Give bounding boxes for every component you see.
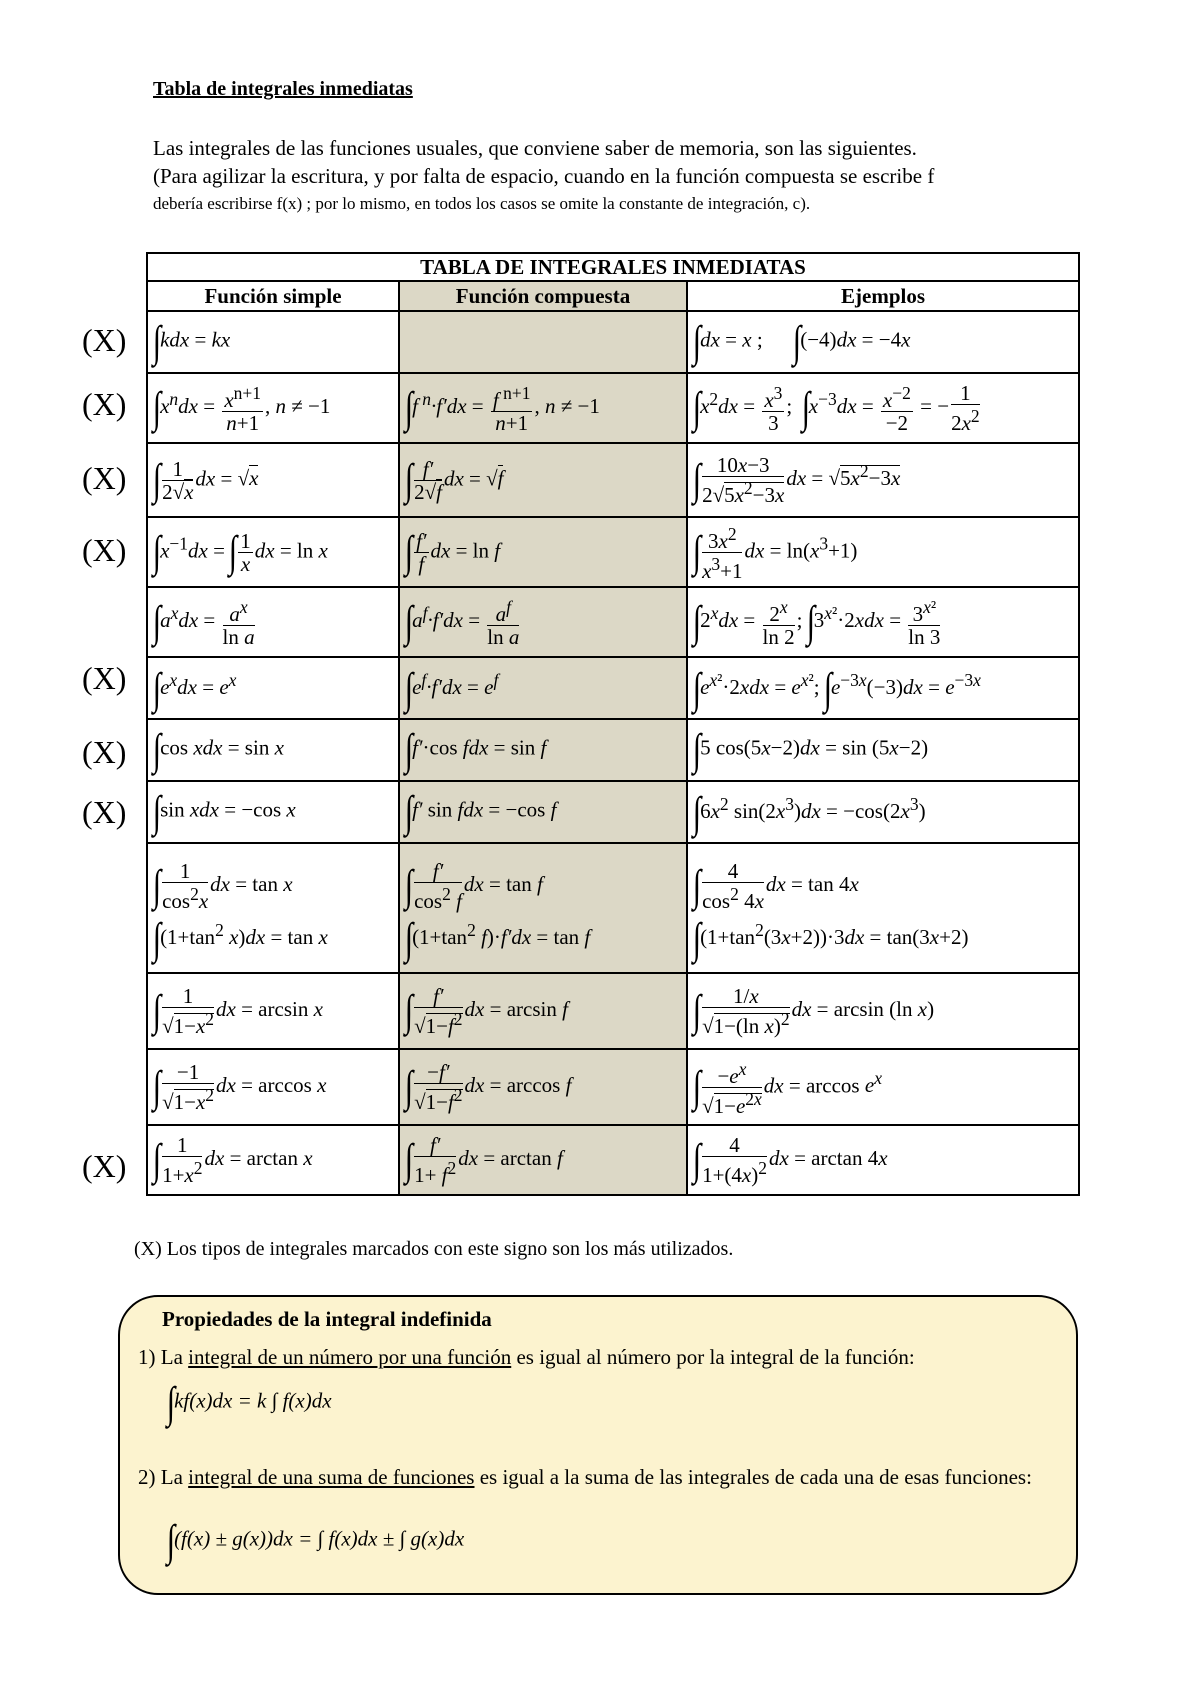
table-row	[147, 373, 1079, 443]
table-row	[147, 657, 1079, 719]
formula-cell: ∫ $\frac{f'}{2√f}$ dx = √f	[399, 443, 687, 517]
formula-cell: ∫f′ sin fdx = −cos f	[399, 781, 687, 843]
intro-line-3: debería escribirse f(x) ; por lo mismo, en todos los casos se omite la constante de integración, c).	[153, 194, 811, 213]
marker-row-4: (X)	[82, 532, 127, 568]
example-cell: ∫ $\frac{1/x}{√1-(\ln x)^2}$ dx = arcsin (ln x)	[687, 973, 1079, 1049]
header-simple: Función simple	[147, 281, 399, 311]
marker-row-3: (X)	[82, 460, 127, 496]
formula-cell	[399, 311, 687, 373]
formula-cell: ∫ $\frac{1}{\cos^2x}$ dx = tan x $\int(1+\tan^2$ x)dx = tan x	[147, 843, 399, 973]
marker-row-12: (X)	[82, 1148, 127, 1184]
marker-row-7: (X)	[82, 734, 127, 770]
formula-cell: $\int x^ndx$ = $\frac{x^{n+1}}{n+1}$ , n ≠ −1	[147, 373, 399, 443]
table-caption: TABLA DE INTEGRALES INMEDIATAS	[147, 253, 1079, 281]
property-1-underlined: integral de un número por una función	[188, 1345, 512, 1369]
property-2-prefix: 2) La	[138, 1465, 189, 1489]
formula-cell: ∫f $^n$·f′dx = $\frac{f ^{n+1}}{n+1}$ , n ≠ −1	[399, 373, 687, 443]
formula-cell: $\int a^xdx$ = $\frac{a^x}{\text{ln a}}$	[147, 587, 399, 657]
marker-row-2: (X)	[82, 386, 127, 422]
formula-cell: $\int a^f\cdot f'dx$ = $\frac{a^f}{\text{ln a}}$	[399, 587, 687, 657]
formula-cell: $\int x^{-1}dx$ = ∫ $\frac{1}{x}$ dx = ln x	[147, 517, 399, 587]
property-2-formula-text: (f(x) ± g(x))dx = ∫ f(x)dx ± ∫ g(x)dx	[174, 1526, 465, 1551]
example-cell: $\int x^2dx$ = $\frac{x^3}{3}$ ; $\int x^{-3}dx$ = $\frac{x^{-2}}{-2}$ = − $\frac{1}{2x^2}$	[687, 373, 1079, 443]
intro-line-1: Las integrales de las funciones usuales, que conviene saber de memoria, son las siguientes.	[153, 136, 917, 160]
table-row	[147, 843, 1079, 973]
property-2-formula: ∫(f(x) ± g(x))dx = ∫ f(x)dx ± ∫ g(x)dx	[166, 1516, 465, 1565]
example-cell: ∫ $\frac{3x^2}{x^3+1}$ dx = $\ln(x^3+1)$	[687, 517, 1079, 587]
example-cell: $\int 6x^2$ $\sin(2x^3)dx = -\cos(2x^3)$	[687, 781, 1079, 843]
property-2-suffix: es igual a la suma de las integrales de cada una de esas funciones:	[474, 1465, 1032, 1489]
marker-note: (X) Los tipos de integrales marcados con este signo son los más utilizados.	[134, 1238, 734, 1260]
formula-cell: ∫ $\frac{-f'}{√1-f^2}$ dx = arccos f	[399, 1049, 687, 1125]
formula-cell: ∫ $\frac{1}{1+x^2}$ dx = arctan x	[147, 1125, 399, 1195]
marker-row-8: (X)	[82, 794, 127, 830]
integrals-table	[146, 252, 1080, 1196]
formula-cell: $\int e^xdx = e^x$	[147, 657, 399, 719]
table-row	[147, 719, 1079, 781]
header-compound: Función compuesta	[399, 281, 687, 311]
example-cell: ∫dx = x ; ∫(−4)dx = −4x	[687, 311, 1079, 373]
property-2	[138, 1463, 1058, 1491]
formula-cell: ∫ $\frac{f'}{√1-f^2}$ dx = arcsin f	[399, 973, 687, 1049]
formula-cell: $\int e^f\cdot f'dx = e^f$	[399, 657, 687, 719]
intro-paragraph	[153, 134, 1073, 218]
marker-row-6: (X)	[82, 660, 127, 696]
formula-cell: ∫ $\frac{f'}{\cos^2 f}$ dx = tan f $\int(1+\tan^2$ f)·f′dx = tan f	[399, 843, 687, 973]
marker-row-1: (X)	[82, 322, 127, 358]
properties-box	[118, 1295, 1078, 1595]
example-cell: ∫ $\frac{4}{1+(4x)^2}$ dx = arctan 4x	[687, 1125, 1079, 1195]
example-cell: ∫ $\frac{-e^x}{√1-e^{2x}}$ dx = $\arccos e^x$	[687, 1049, 1079, 1125]
property-1-formula-text: kf(x)dx = k ∫ f(x)dx	[174, 1388, 332, 1413]
formula-cell: ∫cos xdx = sin x	[147, 719, 399, 781]
header-examples: Ejemplos	[687, 281, 1079, 311]
example-cell: $\int 2^xdx$ = $\frac{2^x}{\ln 2}$ ; $\int 3^{x^2}\cdot 2xdx$ = $\frac{3^{x^2}}{\ln 3}$	[687, 587, 1079, 657]
table-row	[147, 443, 1079, 517]
property-1-formula: ∫kf(x)dx = k ∫ f(x)dx	[166, 1378, 332, 1427]
properties-title: Propiedades de la integral indefinida	[162, 1307, 492, 1331]
formula-cell: ∫f′·cos fdx = sin f	[399, 719, 687, 781]
property-2-underlined: integral de una suma de funciones	[188, 1465, 475, 1489]
example-cell: ∫ $\frac{10x-3}{2√5x^2-3x}$ dx = $√5x^2-3x$	[687, 443, 1079, 517]
intro-line-2: (Para agilizar la escritura, y por falta de espacio, cuando en la función compuesta se escribe f	[153, 164, 935, 188]
property-1-suffix: es igual al número por la integral de la función:	[511, 1345, 915, 1369]
example-cell: $\int e^{x^2}\cdot 2xdx = e^{x^2}$; $\int e^{-3x}(-3)dx = e^{-3x}$	[687, 657, 1079, 719]
formula-cell: ∫ $\frac{1}{√1-x^2}$ dx = arcsin x	[147, 973, 399, 1049]
example-cell: ∫5 cos(5x−2)dx = sin (5x−2)	[687, 719, 1079, 781]
page-title: Tabla de integrales inmediatas	[153, 78, 413, 100]
formula-cell: ∫kdx = kx	[147, 311, 399, 373]
example-cell: ∫ $\frac{4}{\cos^2 4x}$ dx = tan 4x $\int(1+\tan^2(3x+2))\cdot 3dx = \tan(3x+2)$	[687, 843, 1079, 973]
table-row	[147, 517, 1079, 587]
table-row	[147, 587, 1079, 657]
formula-cell: ∫ $\frac{f'}{1+ f^2}$ dx = arctan f	[399, 1125, 687, 1195]
formula-cell: ∫ $\frac{f'}{f}$ dx = ln f	[399, 517, 687, 587]
table-row	[147, 1049, 1079, 1125]
table-row	[147, 1125, 1079, 1195]
formula-cell: ∫sin xdx = −cos x	[147, 781, 399, 843]
property-1-prefix: 1) La	[138, 1345, 189, 1369]
table-row	[147, 781, 1079, 843]
property-1	[138, 1345, 915, 1370]
table-row	[147, 311, 1079, 373]
table-row	[147, 973, 1079, 1049]
formula-cell: ∫ $\frac{1}{2√x}$ dx = √x	[147, 443, 399, 517]
formula-cell: ∫ $\frac{-1}{√1-x^2}$ dx = arccos x	[147, 1049, 399, 1125]
